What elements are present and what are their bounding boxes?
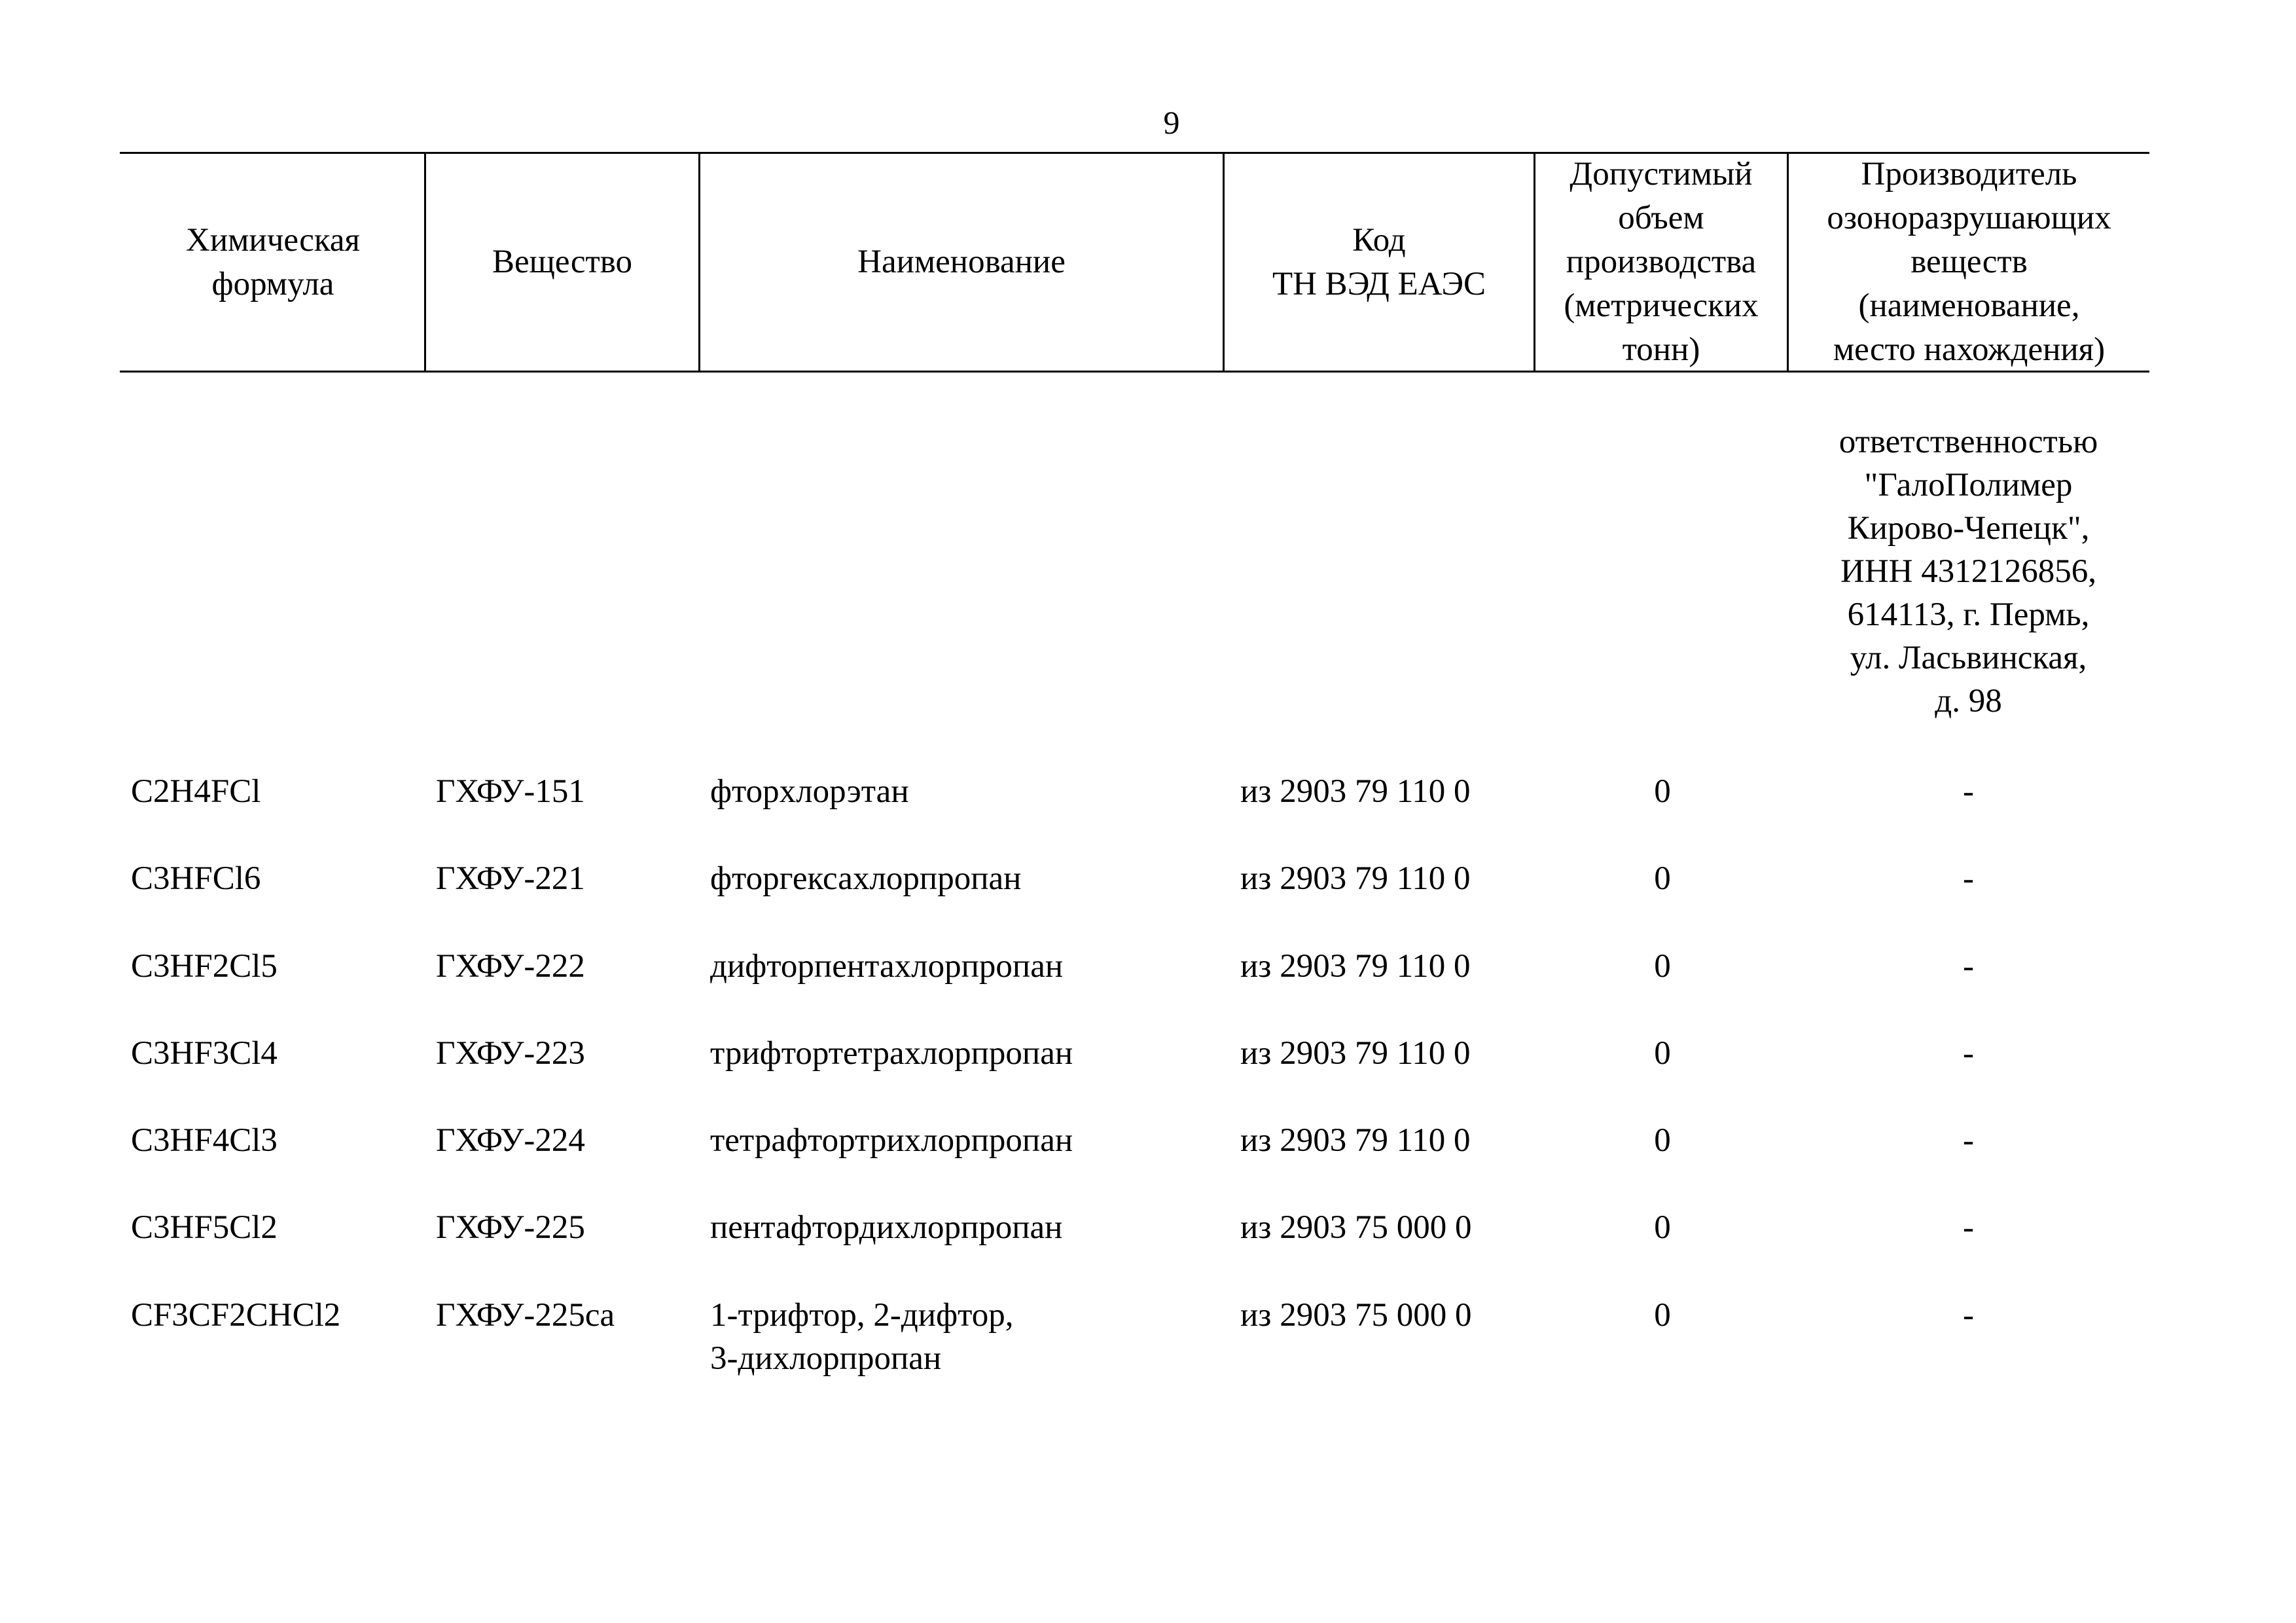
code-cell: из 2903 79 110 0 bbox=[1240, 1122, 1471, 1159]
producer-cell: - bbox=[1963, 1297, 1974, 1334]
header-name: Наименование bbox=[857, 244, 1066, 280]
code-cell: из 2903 75 000 0 bbox=[1240, 1297, 1472, 1334]
volume-cell: 0 bbox=[1654, 860, 1671, 897]
formula-cell: C3HF4Cl3 bbox=[131, 1122, 278, 1159]
substance-cell: ГХФУ-221 bbox=[436, 860, 585, 897]
name-cell: тетрафтортрихлорпропан bbox=[710, 1122, 1073, 1159]
page-number: 9 bbox=[1163, 104, 1180, 141]
producer-cell: - bbox=[1963, 860, 1974, 897]
substance-cell: ГХФУ-151 bbox=[436, 773, 585, 810]
formula-cell: C3HF5Cl2 bbox=[131, 1209, 278, 1246]
substance-cell: ГХФУ-222 bbox=[436, 948, 585, 985]
header-producer: Производитель озоноразрушающих веществ (наименование, место нахождения) bbox=[1827, 156, 2111, 368]
producer-continuation-text: ответственностью "ГалоПолимер Кирово-Чепецк", ИНН 4312126856, 614113, г. Пермь, ул. Ласьвинская, д. 98 bbox=[1839, 424, 2098, 720]
volume-cell: 0 bbox=[1654, 948, 1671, 985]
volume-cell: 0 bbox=[1654, 773, 1671, 810]
formula-cell: C3HFCl6 bbox=[131, 860, 261, 897]
volume-cell: 0 bbox=[1654, 1209, 1671, 1246]
producer-cell: - bbox=[1963, 1209, 1974, 1246]
formula-cell: C3HF2Cl5 bbox=[131, 948, 278, 985]
substance-cell: ГХФУ-223 bbox=[436, 1035, 585, 1072]
volume-cell: 0 bbox=[1654, 1122, 1671, 1159]
name-cell: трифтортетрахлорпропан bbox=[710, 1035, 1073, 1072]
name-cell: дифторпентахлорпропан bbox=[710, 948, 1064, 985]
volume-cell: 0 bbox=[1654, 1297, 1671, 1334]
formula-cell: C3HF3Cl4 bbox=[131, 1035, 278, 1072]
code-cell: из 2903 79 110 0 bbox=[1240, 1035, 1471, 1072]
name-cell: 1-трифтор, 2-дифтор, 3-дихлорпропан bbox=[710, 1297, 1014, 1377]
code-cell: из 2903 79 110 0 bbox=[1240, 948, 1471, 985]
substance-cell: ГХФУ-224 bbox=[436, 1122, 585, 1159]
header-code: Код ТН ВЭД ЕАЭС bbox=[1272, 221, 1486, 302]
name-cell: фторхлорэтан bbox=[710, 773, 909, 810]
header-chemical-formula: Химическая формула bbox=[186, 221, 360, 302]
code-cell: из 2903 75 000 0 bbox=[1240, 1209, 1472, 1246]
substance-cell: ГХФУ-225ca bbox=[436, 1297, 615, 1334]
formula-cell: C2H4FCl bbox=[131, 773, 261, 810]
code-cell: из 2903 79 110 0 bbox=[1240, 773, 1471, 810]
name-cell: пентафтордихлорпропан bbox=[710, 1209, 1063, 1246]
producer-cell: - bbox=[1963, 773, 1974, 810]
substance-cell: ГХФУ-225 bbox=[436, 1209, 585, 1246]
name-cell: фторгексахлорпропан bbox=[710, 860, 1022, 897]
code-cell: из 2903 79 110 0 bbox=[1240, 860, 1471, 897]
producer-cell: - bbox=[1963, 1122, 1974, 1159]
producer-cell: - bbox=[1963, 948, 1974, 985]
header-substance: Вещество bbox=[492, 244, 632, 280]
header-allowed-volume: Допустимый объем производства (метрических тонн) bbox=[1564, 156, 1759, 368]
volume-cell: 0 bbox=[1654, 1035, 1671, 1072]
producer-cell: - bbox=[1963, 1035, 1974, 1072]
formula-cell: CF3CF2CHCl2 bbox=[131, 1297, 341, 1334]
